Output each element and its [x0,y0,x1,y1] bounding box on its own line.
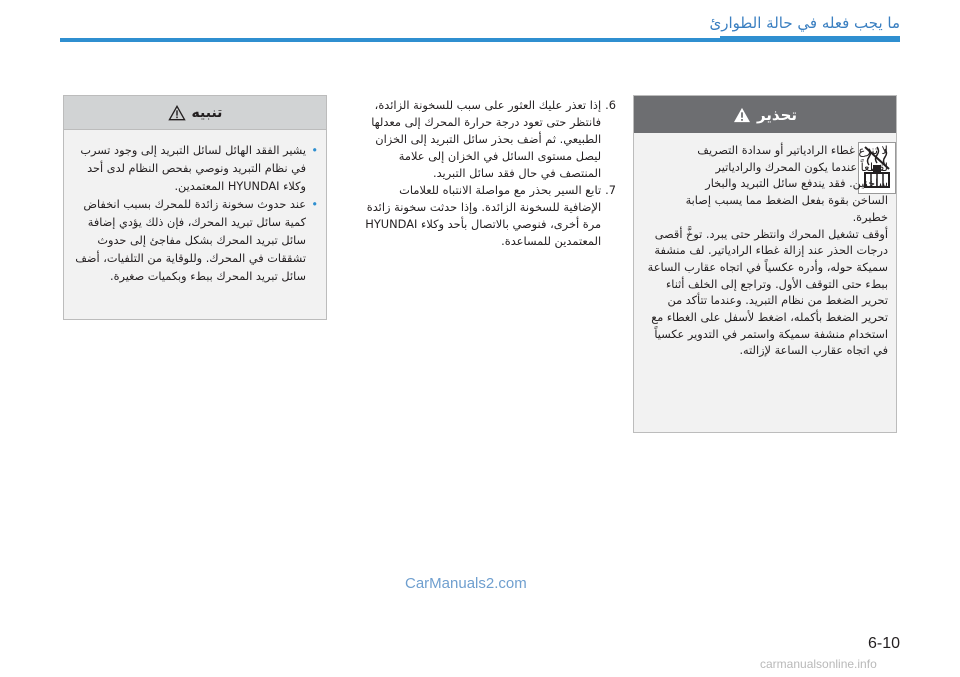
caution-item-text: يشير الفقد الهائل لسائل التبريد إلى وجود تسرب في نظام التبريد ونوصي بفحص النظام لدى أحد وكلاء HYUNDAI المعتمدين. [80,144,306,193]
caution-box [63,95,327,320]
caution-list [70,142,318,286]
caution-triangle-icon [168,105,186,121]
warning-paragraph-1: لا تنزع غطاء الرادياتير أو سدادة التصريف لقطعاً عندما يكون المحرك والرادياتير ساخنين. فقد يندفع سائل التبريد والبخار الساخن بقوة بفعل الضغط مما يسبب إصابة خطيرة. [685,144,888,224]
warning-text [647,143,888,360]
warning-paragraph-2: أوقف تشغيل المحرك وانتظر حتى يبرد. توخَّ أقصى درجات الحذر عند إزالة غطاء الرادياتير. لف منشفة سميكة حوله، وأدره عكسياً في اتجاه عقارب الساعة ببطء حتى التوقف الأول. وتراجع إلى الخلف أثناء تحرير الضغط من نظام التبريد. وعندما تتأكد من تحرير الضغط بأكمله، اضغط لأسفل على الغطاء مع استخدام منشفة سميكة واستمر في التدوير عكسياً في اتجاه عقارب الساعة لإزالته. [647,227,888,358]
warning-box [633,95,897,433]
warning-triangle-icon [733,107,751,123]
warning-header [634,96,896,133]
numbered-steps [360,97,616,250]
page-number: 6-10 [868,635,901,652]
page-header-title: ما يجب فعله في حالة الطوارئ [709,14,900,32]
bullet-icon: • [311,144,318,157]
step-text: تابع السير بحذر مع مواصلة الانتباه للعلامات الإضافية للسخونة الزائدة. وإذا حدثت سخونة زائدة مرة أخرى، فنوصي بالاتصال بأحد وكلاء HYUNDAI المعتمدين للمساعدة. [365,183,602,248]
caution-list-item [70,142,318,196]
step-number: 7. [605,183,616,197]
step-number: 6. [605,98,616,112]
step-item [360,182,616,250]
watermark: CarManuals2.com [405,575,527,592]
warning-label: تحذير [756,105,798,124]
caution-header [64,96,326,130]
step-item [360,97,616,182]
caution-list-item [70,196,318,286]
caution-item-text: عند حدوث سخونة زائدة للمحرك بسبب انخفاض كمية سائل تبريد المحرك، فإن ذلك يؤدي إضافة سائل تبريد المحرك بشكل مفاجئ إلى حدوث تشققات في المحرك. وللوقاية من التلفيات، أضف سائل تبريد المحرك ببطء وبكميات صغيرة. [75,198,306,283]
step-text: إذا تعذر عليك العثور على سبب للسخونة الزائدة، فانتظر حتى تعود درجة حرارة المحرك إلى معدلها الطبيعي. ثم أضف بحذر سائل التبريد إلى الخزان ليصل مستوى السائل في الخزان إلى علامة المنتصف في حال فقد سائل التبريد. [371,98,602,180]
footer-site: carmanualsonline.info [760,657,877,671]
caution-label: تنبيه [191,104,223,121]
bullet-icon: • [311,198,318,211]
header-rule-accent [720,36,900,42]
